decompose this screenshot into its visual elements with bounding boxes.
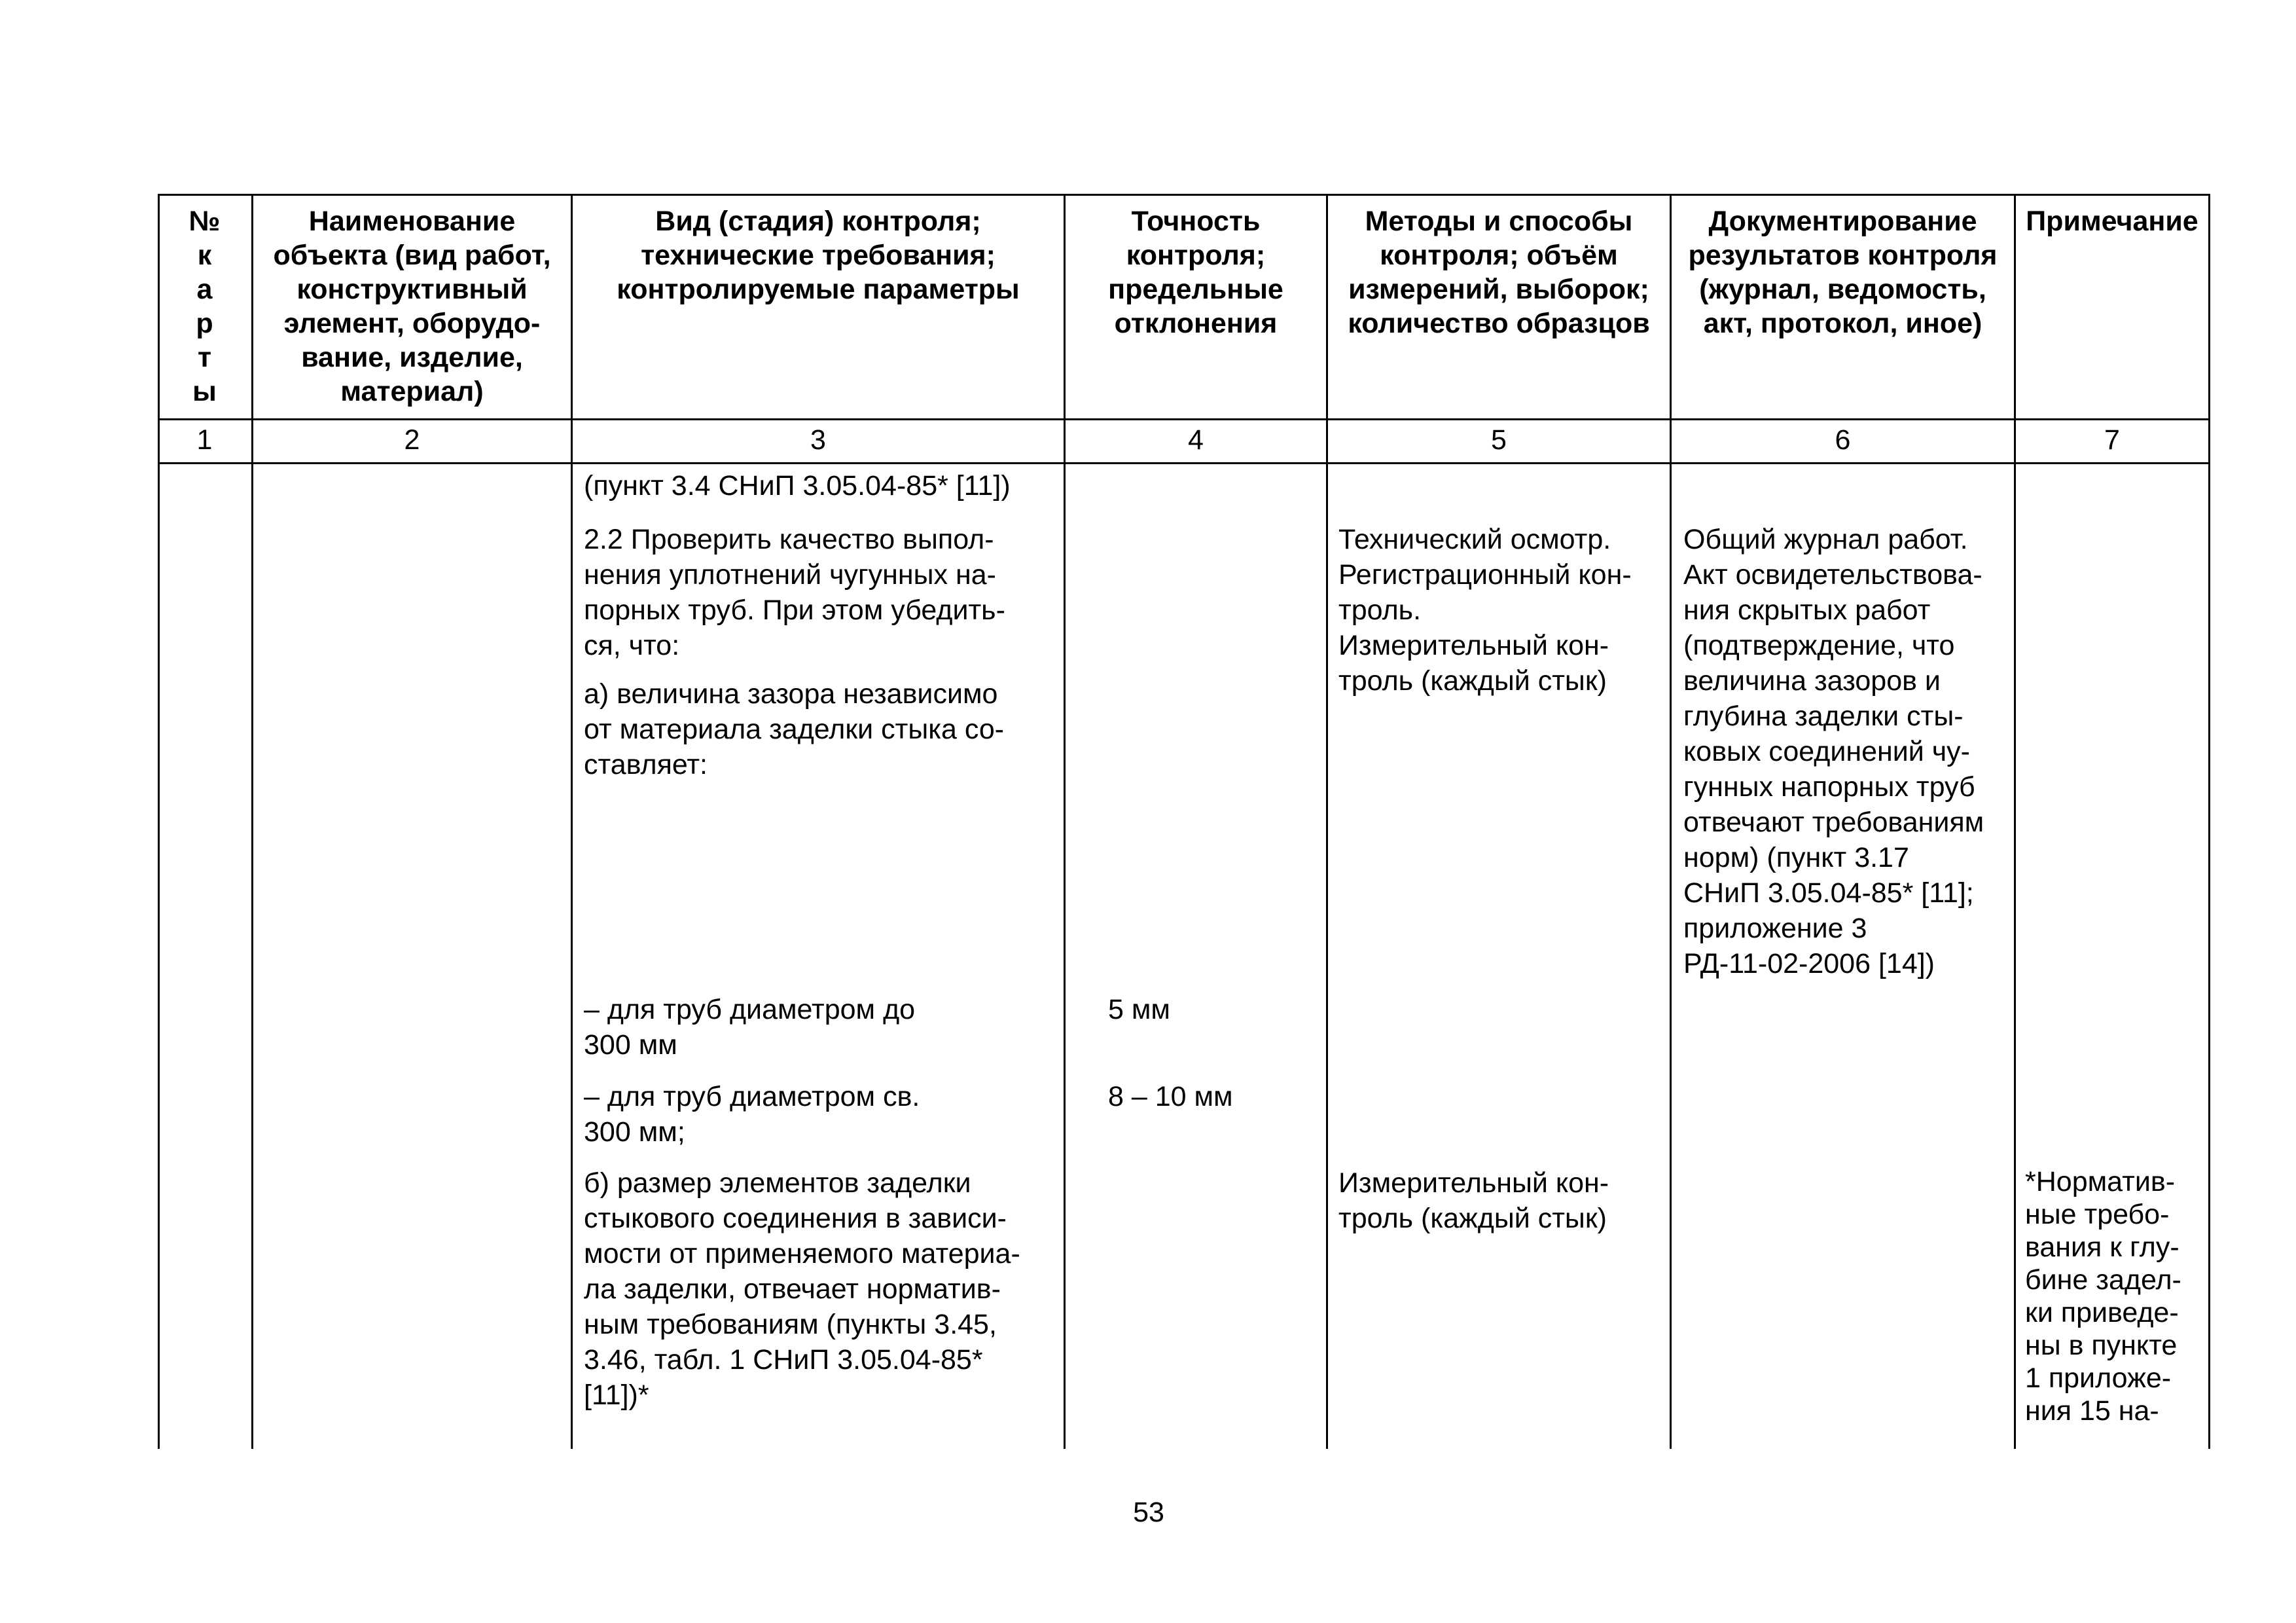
header-documentation: Документирование результатов контроля (журнал, ведомость, акт, протокол, иное)	[1688, 206, 1998, 339]
header-note: Примечание	[2026, 206, 2198, 237]
column-number: 4	[1188, 424, 1204, 456]
header-control-type: Вид (стадия) контроля; технические требования; контролируемые параметры	[617, 206, 1020, 305]
footnote-note: *Норматив- ные требо- вания к глу- бине задел- ки приведе- ны в пункте 1 приложе- ния 15 на-	[2025, 1166, 2181, 1427]
column-divider	[571, 194, 573, 1449]
column-number: 6	[1835, 424, 1851, 456]
requirement-diameter-over-300: – для труб диаметром св. 300 мм;	[584, 1081, 920, 1148]
control-methods-joint: Измерительный кон- троль (каждый стык)	[1338, 1167, 1609, 1234]
requirement-gap-size: а) величина зазора независимо от материала заделки стыка со- ставляет:	[584, 678, 1005, 780]
tolerance-up-to-300: 5 мм	[1108, 994, 1170, 1025]
header-card-number: № к а р т ы	[188, 206, 221, 407]
page-number: 53	[1133, 1497, 1164, 1528]
requirement-joint-elements: б) размер элементов заделки стыкового соединения в зависи- мости от применяемого материа- ла заделки, отвечает норматив- ным требованиям (пункты 3.45, 3.46, табл. 1 СНиП 3.05.04-85* [11])*	[584, 1167, 1020, 1411]
column-number: 1	[196, 424, 213, 456]
header-object-name: Наименование объекта (вид работ, конструктивный элемент, оборудо- вание, изделие, материал)	[273, 206, 551, 407]
requirement-diameter-up-to-300: – для труб диаметром до 300 мм	[584, 994, 916, 1061]
column-number: 5	[1491, 424, 1507, 456]
documentation-records: Общий журнал работ. Акт освидетельствова- ния скрытых работ (подтверждение, что величина зазоров и глубина заделки сты- ковых соединений чу- гунных напорных труб отвечают требованиям норм) (пункт 3.17 СНиП 3.05.04-85* [11]; приложение 3 РД-11-02-2006 [14])	[1683, 524, 1984, 979]
tolerance-over-300: 8 – 10 мм	[1108, 1081, 1233, 1112]
column-number: 2	[404, 424, 420, 456]
column-divider	[1670, 194, 1672, 1449]
column-divider	[2014, 194, 2016, 1449]
header-methods: Методы и способы контроля; объём измерений, выборок; количество образцов	[1348, 206, 1650, 339]
header-divider	[158, 418, 2210, 420]
header-accuracy: Точность контроля; предельные отклонения	[1108, 206, 1283, 339]
control-methods: Технический осмотр. Регистрационный кон- троль. Измерительный кон- троль (каждый стык)	[1338, 524, 1632, 697]
column-divider	[1326, 194, 1328, 1449]
requirement-reference: (пункт 3.4 СНиП 3.05.04-85* [11])	[584, 470, 1011, 501]
column-number: 3	[810, 424, 826, 456]
column-divider	[1064, 194, 1066, 1449]
requirement-2-2: 2.2 Проверить качество выпол- нения уплотнений чугунных на- порных труб. При этом убедить- ся, что:	[584, 524, 1005, 661]
column-number: 7	[2104, 424, 2120, 456]
column-number-divider	[158, 462, 2210, 464]
